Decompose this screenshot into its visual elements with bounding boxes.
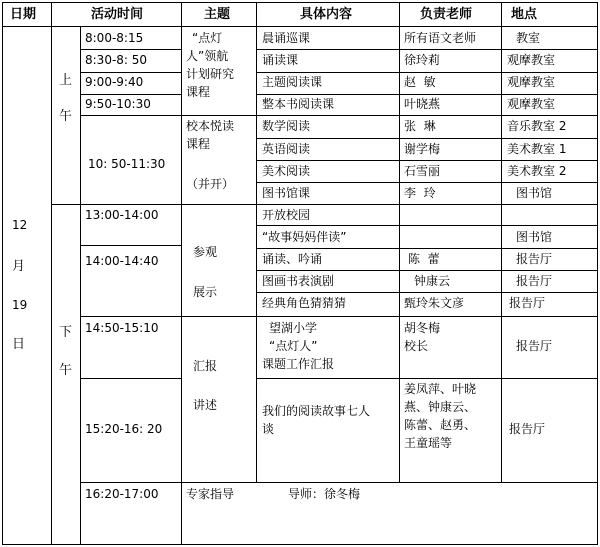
location-cell: 报告厅	[516, 274, 553, 288]
content-cell: 整本书阅读课	[262, 97, 335, 111]
topic-line: 参观	[193, 245, 218, 259]
location-cell: 教室	[516, 31, 541, 45]
content-line: “点灯人”	[269, 339, 318, 353]
teacher-cell: 叶晓燕	[404, 97, 441, 111]
teacher-line: 校长	[404, 339, 429, 353]
location-cell: 报告厅	[516, 252, 553, 266]
time-slot: 13:00-14:00	[85, 208, 159, 222]
content-cell: 晨诵巡课	[262, 31, 311, 45]
teacher-cell: 徐玲莉	[404, 53, 441, 67]
date-line: 日	[12, 337, 26, 352]
content-line: 我们的阅读故事七人	[262, 404, 371, 418]
time-slot: 15:20-16: 20	[85, 422, 163, 436]
topic-line: 计划研究	[186, 67, 235, 81]
teacher-line: 姜凤萍、叶晓	[404, 382, 477, 396]
time-slot: 14:00-14:40	[85, 254, 159, 268]
teacher-cell: 石雪丽	[404, 164, 441, 178]
location-cell: 观摩教室	[507, 97, 556, 111]
time-slot: 10: 50-11:30	[88, 157, 166, 171]
topic-line: 课程	[186, 85, 211, 99]
teacher-line: 胡冬梅	[404, 321, 441, 335]
teacher-cell: 李 玲	[404, 186, 436, 200]
topic-line: 课程	[186, 137, 211, 151]
topic-line: （并开）	[186, 177, 235, 191]
time-slot: 9:00-9:40	[85, 75, 144, 89]
topic-line: 汇报	[193, 359, 218, 373]
topic-line: 校本悦读	[186, 119, 235, 133]
header-date: 日期	[10, 7, 37, 22]
date-line: 19	[12, 298, 28, 312]
content-cell: 数学阅读	[262, 119, 311, 133]
period-afternoon: 午	[59, 363, 73, 378]
header-content: 具体内容	[300, 7, 353, 22]
period-morning: 上	[59, 73, 73, 88]
location-cell: 报告厅	[516, 339, 553, 353]
content-cell: 图书馆课	[262, 186, 311, 200]
location-cell: 报告厅	[509, 422, 546, 436]
teacher-line: 王童瑶等	[404, 436, 453, 450]
time-slot: 14:50-15:10	[85, 321, 159, 335]
teacher-cell: 陈 蕾	[408, 252, 440, 266]
time-slot: 16:20-17:00	[85, 487, 159, 501]
location-cell: 美术教室 2	[507, 164, 567, 178]
teacher-cell: 谢学梅	[404, 142, 441, 156]
time-slot: 8:00-8:15	[85, 31, 144, 45]
content-cell: 主题阅读课	[262, 75, 323, 89]
content-line: 课题工作汇报	[262, 357, 335, 371]
location-cell: 观摩教室	[507, 53, 556, 67]
topic-expert: 专家指导	[186, 487, 235, 501]
location-cell: 图书馆	[516, 230, 553, 244]
teacher-cell: 张 琳	[404, 119, 436, 133]
expert-content: 导师：徐冬梅	[288, 487, 361, 501]
content-cell: 诵读课	[262, 53, 299, 67]
location-cell: 报告厅	[509, 296, 546, 310]
location-cell: 美术教室 1	[507, 142, 567, 156]
time-slot: 8:30-8: 50	[85, 53, 148, 67]
date-line: 12	[12, 218, 28, 232]
content-cell: 经典角色猜猜猜	[262, 296, 347, 310]
topic-line: 讲述	[193, 398, 218, 412]
time-slot: 9:50-10:30	[85, 97, 151, 111]
content-cell: 诵读、吟诵	[262, 252, 323, 266]
content-line: 望湖小学	[269, 321, 318, 335]
topic-line: 展示	[193, 285, 218, 299]
teacher-line: 燕、钟康云、	[404, 400, 477, 414]
period-afternoon: 下	[59, 325, 73, 340]
header-teacher: 负责老师	[420, 7, 473, 22]
teacher-cell: 甄玲朱文彦	[404, 296, 465, 310]
location-cell: 图书馆	[516, 186, 553, 200]
location-cell: 音乐教室 2	[507, 119, 567, 133]
teacher-cell: 所有语文老师	[404, 31, 477, 45]
teacher-cell: 钟康云	[414, 274, 451, 288]
teacher-cell: 赵 敏	[404, 75, 436, 89]
content-line: 谈	[262, 422, 275, 436]
teacher-line: 陈蕾、赵勇、	[404, 418, 477, 432]
content-cell: 开放校园	[262, 208, 311, 222]
topic-line: “点灯	[192, 31, 223, 45]
period-morning: 午	[59, 109, 73, 124]
content-cell: 美术阅读	[262, 164, 311, 178]
header-time: 活动时间	[91, 7, 144, 22]
topic-line: 人”领航	[186, 49, 229, 63]
location-cell: 观摩教室	[507, 75, 556, 89]
content-cell: 英语阅读	[262, 142, 311, 156]
header-topic: 主题	[204, 7, 231, 22]
date-line: 月	[12, 259, 26, 274]
content-cell: “故事妈妈伴读”	[262, 230, 347, 244]
content-cell: 图画书表演剧	[262, 274, 335, 288]
header-location: 地点	[511, 7, 538, 22]
